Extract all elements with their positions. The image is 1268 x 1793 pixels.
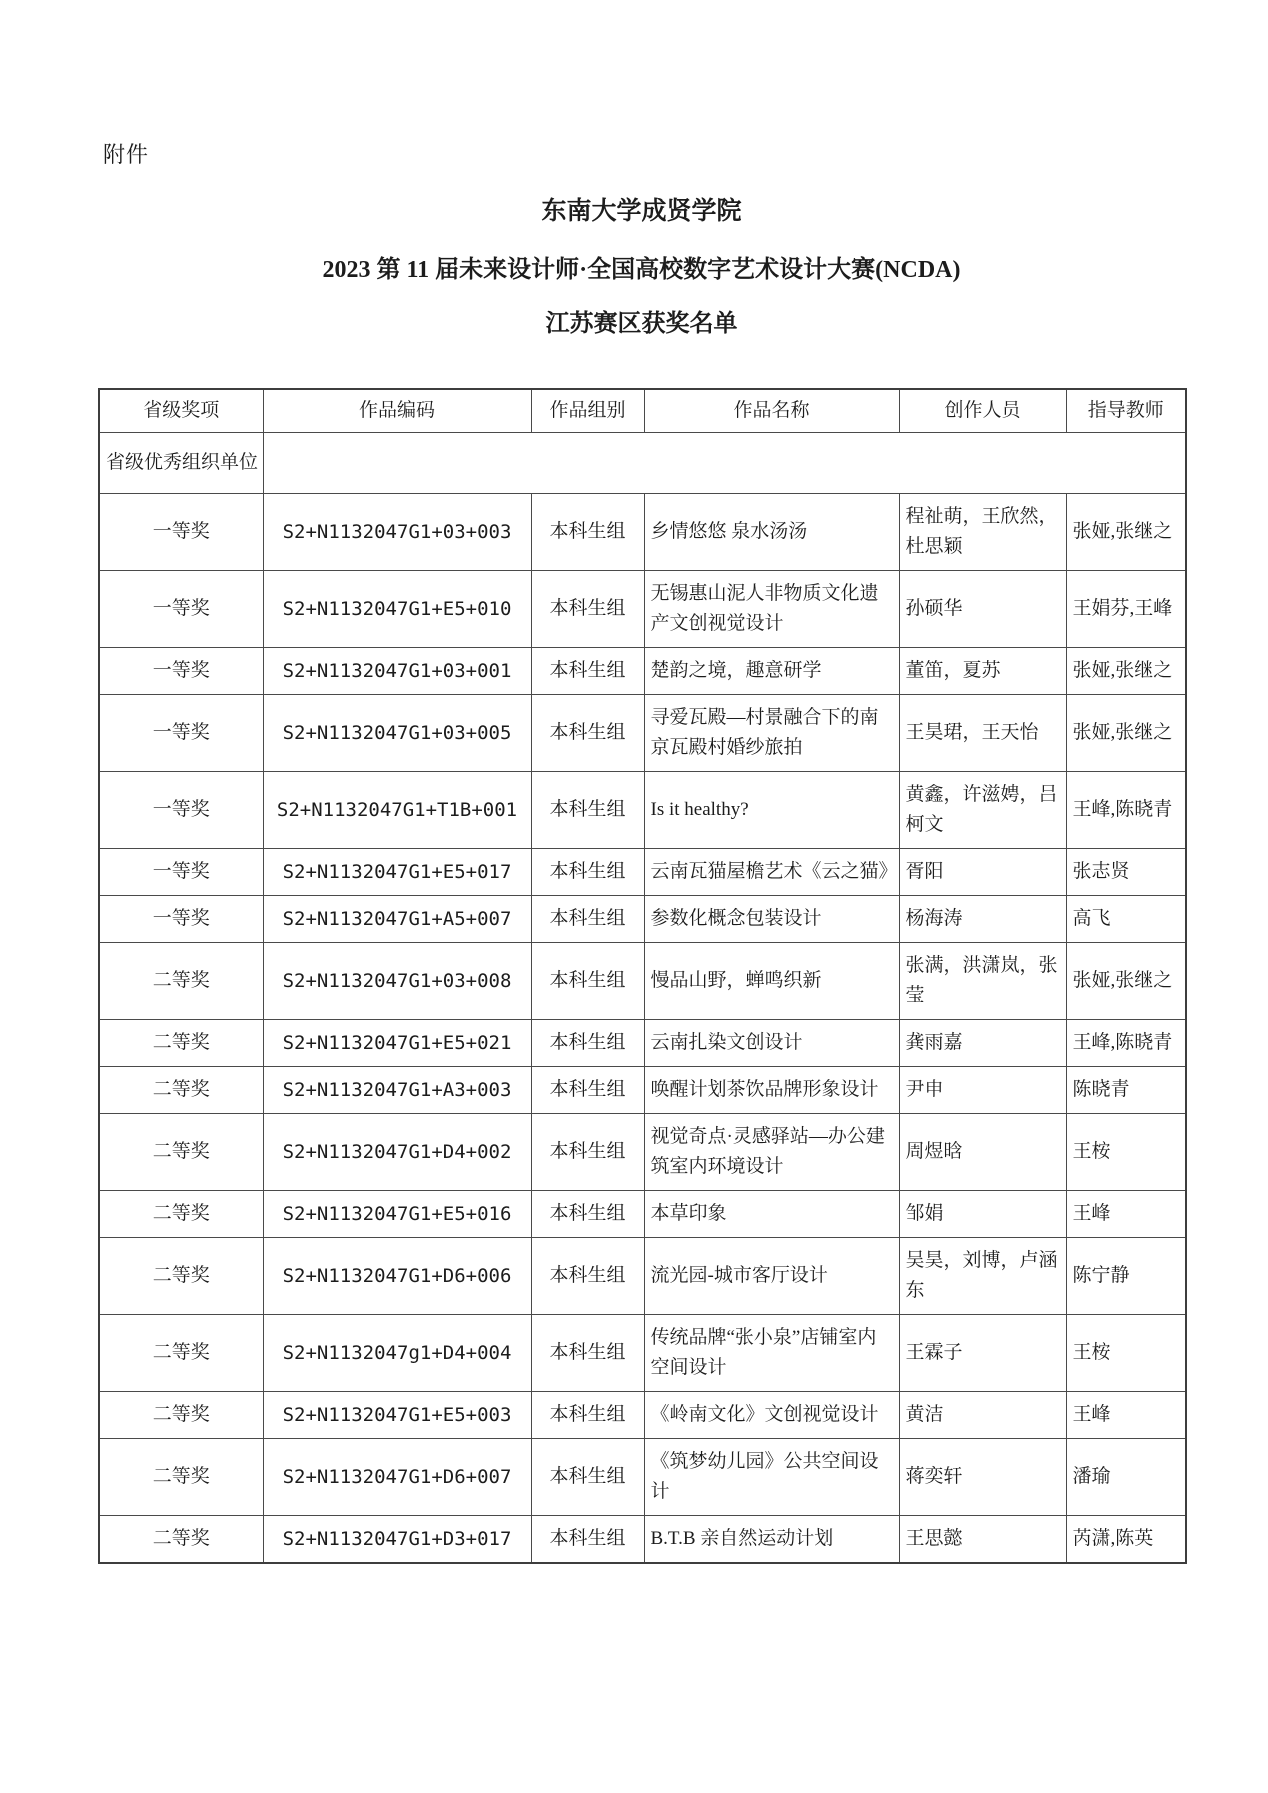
cell-teachers: 张娅,张继之 [1066, 943, 1186, 1020]
region-subtitle: 江苏赛区获奖名单 [545, 311, 738, 337]
cell-creators: 孙硕华 [899, 571, 1066, 648]
table-row [99, 1315, 1186, 1392]
cell-creators: 胥阳 [899, 849, 1066, 896]
cell-group: 本科生组 [531, 695, 644, 772]
cell-code: S2+N1132047G1+03+005 [263, 695, 531, 772]
column-header-teachers: 指导教师 [1066, 389, 1186, 433]
cell-creators: 黄鑫，许滋娉，吕柯文 [899, 772, 1066, 849]
cell-teachers: 王峰 [1066, 1191, 1186, 1238]
cell-award: 一等奖 [99, 695, 263, 772]
cell-code: S2+N1132047G1+D3+017 [263, 1516, 531, 1564]
column-header-creators: 创作人员 [899, 389, 1066, 433]
cell-code: S2+N1132047G1+03+008 [263, 943, 531, 1020]
cell-creators: 尹申 [899, 1067, 1066, 1114]
cell-teachers: 王桉 [1066, 1114, 1186, 1191]
cell-award: 二等奖 [99, 1067, 263, 1114]
cell-title: 楚韵之境，趣意研学 [644, 648, 899, 695]
column-header-group: 作品组别 [531, 389, 644, 433]
cell-title: B.T.B 亲自然运动计划 [644, 1516, 899, 1564]
cell-creators: 王霖子 [899, 1315, 1066, 1392]
cell-teachers: 王峰,陈晓青 [1066, 1020, 1186, 1067]
cell-teachers: 张娅,张继之 [1066, 648, 1186, 695]
cell-code: S2+N1132047G1+D6+007 [263, 1439, 531, 1516]
cell-teachers: 王峰,陈晓青 [1066, 772, 1186, 849]
table-row [99, 648, 1186, 695]
cell-award: 二等奖 [99, 1516, 263, 1564]
cell-creators: 邹娟 [899, 1191, 1066, 1238]
cell-code: S2+N1132047G1+E5+016 [263, 1191, 531, 1238]
cell-award: 二等奖 [99, 1114, 263, 1191]
cell-code: S2+N1132047G1+E5+003 [263, 1392, 531, 1439]
cell-code: S2+N1132047G1+E5+021 [263, 1020, 531, 1067]
cell-creators: 董笛，夏苏 [899, 648, 1066, 695]
cell-title: 乡情悠悠 泉水汤汤 [644, 494, 899, 571]
table-row [99, 1020, 1186, 1067]
table-row [99, 695, 1186, 772]
cell-teachers: 王峰 [1066, 1392, 1186, 1439]
cell-title: Is it healthy? [644, 772, 899, 849]
org-unit-row [99, 433, 1186, 494]
cell-group: 本科生组 [531, 571, 644, 648]
cell-award: 一等奖 [99, 896, 263, 943]
cell-award: 二等奖 [99, 943, 263, 1020]
attachment-label: 附件 [103, 142, 150, 167]
cell-group: 本科生组 [531, 896, 644, 943]
awards-table [98, 388, 1187, 1564]
table-row [99, 571, 1186, 648]
cell-title: 《岭南文化》文创视觉设计 [644, 1392, 899, 1439]
cell-title: 传统品牌“张小泉”店铺室内空间设计 [644, 1315, 899, 1392]
cell-title: 流光园-城市客厅设计 [644, 1238, 899, 1315]
cell-creators: 龚雨嘉 [899, 1020, 1066, 1067]
cell-award: 一等奖 [99, 849, 263, 896]
cell-group: 本科生组 [531, 1067, 644, 1114]
table-row [99, 849, 1186, 896]
cell-title: 寻爱瓦殿—村景融合下的南京瓦殿村婚纱旅拍 [644, 695, 899, 772]
cell-teachers: 高飞 [1066, 896, 1186, 943]
cell-group: 本科生组 [531, 1238, 644, 1315]
cell-group: 本科生组 [531, 1439, 644, 1516]
table-row [99, 1067, 1186, 1114]
page-title: 东南大学成贤学院 [541, 198, 742, 225]
column-header-award: 省级奖项 [99, 389, 263, 433]
cell-creators: 周煜晗 [899, 1114, 1066, 1191]
cell-code: S2+N1132047g1+D4+004 [263, 1315, 531, 1392]
cell-group: 本科生组 [531, 849, 644, 896]
org-unit-empty-cell [263, 433, 1186, 494]
cell-award: 一等奖 [99, 494, 263, 571]
header-row [99, 389, 1186, 433]
cell-group: 本科生组 [531, 772, 644, 849]
cell-creators: 吴昊，刘博，卢涵东 [899, 1238, 1066, 1315]
cell-group: 本科生组 [531, 1392, 644, 1439]
cell-group: 本科生组 [531, 1020, 644, 1067]
cell-award: 二等奖 [99, 1392, 263, 1439]
cell-creators: 程祉萌，王欣然，杜思颖 [899, 494, 1066, 571]
cell-code: S2+N1132047G1+03+003 [263, 494, 531, 571]
awards-table-body [99, 433, 1186, 1564]
cell-award: 一等奖 [99, 648, 263, 695]
cell-title: 慢品山野，蝉鸣织新 [644, 943, 899, 1020]
cell-group: 本科生组 [531, 648, 644, 695]
cell-group: 本科生组 [531, 943, 644, 1020]
cell-award: 二等奖 [99, 1191, 263, 1238]
table-row [99, 1439, 1186, 1516]
cell-title: 视觉奇点·灵感驿站—办公建筑室内环境设计 [644, 1114, 899, 1191]
table-row [99, 494, 1186, 571]
table-row [99, 1114, 1186, 1191]
cell-award: 二等奖 [99, 1315, 263, 1392]
cell-title: 无锡惠山泥人非物质文化遗产文创视觉设计 [644, 571, 899, 648]
cell-title: 参数化概念包装设计 [644, 896, 899, 943]
cell-teachers: 张娅,张继之 [1066, 494, 1186, 571]
cell-code: S2+N1132047G1+E5+017 [263, 849, 531, 896]
cell-code: S2+N1132047G1+D4+002 [263, 1114, 531, 1191]
cell-creators: 王昊珺，王天怡 [899, 695, 1066, 772]
column-header-title: 作品名称 [644, 389, 899, 433]
cell-code: S2+N1132047G1+D6+006 [263, 1238, 531, 1315]
cell-code: S2+N1132047G1+T1B+001 [263, 772, 531, 849]
competition-title: 2023 第 11 届未来设计师·全国高校数字艺术设计大赛(NCDA) [322, 257, 961, 283]
cell-title: 《筑梦幼儿园》公共空间设计 [644, 1439, 899, 1516]
cell-teachers: 王娟芬,王峰 [1066, 571, 1186, 648]
cell-group: 本科生组 [531, 494, 644, 571]
cell-title: 云南扎染文创设计 [644, 1020, 899, 1067]
cell-teachers: 芮潇,陈英 [1066, 1516, 1186, 1564]
cell-creators: 黄洁 [899, 1392, 1066, 1439]
table-row [99, 1392, 1186, 1439]
cell-creators: 张满，洪潇岚，张莹 [899, 943, 1066, 1020]
table-row [99, 1191, 1186, 1238]
table-row [99, 1516, 1186, 1564]
cell-teachers: 张志贤 [1066, 849, 1186, 896]
table-row [99, 943, 1186, 1020]
cell-group: 本科生组 [531, 1516, 644, 1564]
cell-award: 二等奖 [99, 1020, 263, 1067]
cell-teachers: 潘瑜 [1066, 1439, 1186, 1516]
awards-table-header [99, 389, 1186, 433]
cell-code: S2+N1132047G1+03+001 [263, 648, 531, 695]
table-row [99, 1238, 1186, 1315]
cell-teachers: 陈宁静 [1066, 1238, 1186, 1315]
cell-teachers: 张娅,张继之 [1066, 695, 1186, 772]
cell-title: 云南瓦猫屋檐艺术《云之猫》 [644, 849, 899, 896]
cell-group: 本科生组 [531, 1315, 644, 1392]
cell-teachers: 王桉 [1066, 1315, 1186, 1392]
cell-teachers: 陈晓青 [1066, 1067, 1186, 1114]
cell-group: 本科生组 [531, 1191, 644, 1238]
cell-creators: 杨海涛 [899, 896, 1066, 943]
cell-creators: 蒋奕轩 [899, 1439, 1066, 1516]
table-row [99, 896, 1186, 943]
cell-award: 一等奖 [99, 772, 263, 849]
cell-award: 一等奖 [99, 571, 263, 648]
cell-code: S2+N1132047G1+A5+007 [263, 896, 531, 943]
cell-code: S2+N1132047G1+A3+003 [263, 1067, 531, 1114]
cell-code: S2+N1132047G1+E5+010 [263, 571, 531, 648]
cell-award: 二等奖 [99, 1439, 263, 1516]
cell-award: 二等奖 [99, 1238, 263, 1315]
cell-group: 本科生组 [531, 1114, 644, 1191]
column-header-code: 作品编码 [263, 389, 531, 433]
table-row [99, 772, 1186, 849]
cell-title: 唤醒计划茶饮品牌形象设计 [644, 1067, 899, 1114]
org-unit-label: 省级优秀组织单位 [99, 433, 263, 494]
cell-title: 本草印象 [644, 1191, 899, 1238]
cell-creators: 王思懿 [899, 1516, 1066, 1564]
